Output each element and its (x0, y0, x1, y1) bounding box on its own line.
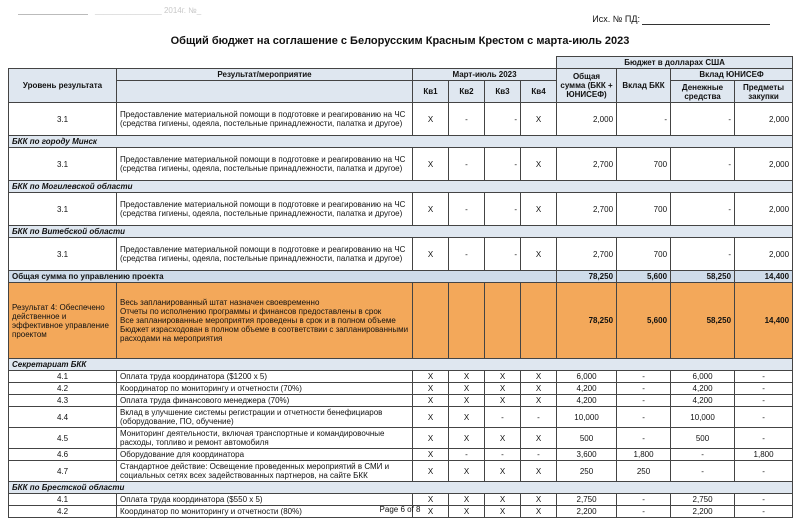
result-4-row: Результат 4: Обеспечено действенное и эффективное управление проектом Весь запланированный штат назначен своевременно Отчеты по исполнению программы и финансов предоставлены в срок Все запланированные мероприятия проведены в срок и в полном объеме Бюджет израсходован в полном объеме в соответствии с запланированными расходами на мероприятия 78,250 5,600 58,250 14,400 (9, 283, 793, 359)
section-row (9, 359, 793, 371)
q4-header: Кв4 (521, 81, 557, 103)
document-title: Общий бюджет на соглашение с Белорусским Красным Крестом с марта-июль 2023 (170, 35, 630, 47)
usd-header: Бюджет в долларах США (557, 57, 793, 69)
page-top (0, 0, 800, 30)
level-header: Уровень результата (9, 69, 117, 103)
header-row-3 (9, 81, 793, 103)
table-row: 4.6 Оборудование для координатора X - - - 3,600 1,800 - 1,800 (9, 449, 793, 461)
header-row-1 (9, 57, 793, 69)
table-row: 4.4 Вклад в улучшение системы регистрации и отчетности бенефициаров (оборудование, ПО, обучение) X X - - 10,000 - 10,000 - (9, 407, 793, 428)
activity-header: Результат/мероприятие (117, 69, 413, 81)
reference-blank (642, 24, 770, 25)
q2-header: Кв2 (449, 81, 485, 103)
unicef-header: Вклад ЮНИСЕФ (671, 69, 793, 81)
section-brest: БКК по Брестской области (9, 482, 793, 494)
reference-label: Исх. № ПД: (592, 14, 640, 24)
table-row: 4.3 Оплата труда финансового менеджера (70%) X X X X 4,200 - 4,200 - (9, 395, 793, 407)
section-row (9, 136, 793, 148)
section-row (9, 181, 793, 193)
section-mogilev: БКК по Могилевской области (9, 181, 793, 193)
section-minsk: БКК по городу Минск (9, 136, 793, 148)
table-row: 4.2 Координатор по мониторингу и отчетности (70%) X X X X 4,200 - 4,200 - (9, 383, 793, 395)
cash-header: Денежные средства (671, 81, 735, 103)
management-total-row: Общая сумма по управлению проекта 78,250 5,600 58,250 14,400 (9, 271, 793, 283)
table-row: 3.1 Предоставление материальной помощи в подготовке и реагированию на ЧС (средства гигиены, одеяла, постельные принадлежности, палатка и другое) X - - X 2,700 700 - 2,000 (9, 148, 793, 181)
ghost-text: _______________ 2014г. №_ (95, 6, 202, 15)
ref-line (18, 14, 88, 15)
period-header: Март-июль 2023 (413, 69, 557, 81)
table-row: 4.1 Оплата труда координатора ($1200 x 5) X X X X 6,000 - 6,000 - (9, 371, 793, 383)
bkk-header: Вклад БКК (617, 69, 671, 103)
header-row-2 (9, 69, 793, 81)
table-row: 3.1 Предоставление материальной помощи в подготовке и реагированию на ЧС (средства гигиены, одеяла, постельные принадлежности, палатка и другое) X - - X 2,700 700 - 2,000 (9, 193, 793, 226)
section-row (9, 226, 793, 238)
supplies-header: Предметы закупки (735, 81, 793, 103)
q3-header: Кв3 (485, 81, 521, 103)
total-header: Общая сумма (БКК + ЮНИСЕФ) (557, 69, 617, 103)
q1-header: Кв1 (413, 81, 449, 103)
table-row: 4.2 Координатор по мониторингу и отчетности (80%) X X X X 2,200 - 2,200 - (9, 506, 793, 518)
section-vitebsk: БКК по Витебской области (9, 226, 793, 238)
table-row: 3.1 Предоставление материальной помощи в подготовке и реагированию на ЧС (средства гигиены, одеяла, постельные принадлежности, палатка и другое) X - - X 2,700 700 - 2,000 (9, 238, 793, 271)
budget-table (8, 56, 793, 518)
page-number: Page 6 of 8 (379, 505, 421, 514)
table-row: 4.5 Мониторинг деятельности, включая транспортные и командировочные расходы, топливо и ремонт автомобиля X X X X 500 - 500 - (9, 428, 793, 449)
table-row: 3.1 Предоставление материальной помощи в подготовке и реагированию на ЧС (средства гигиены, одеяла, постельные принадлежности, палатка и другое) X - - X 2,000 - - 2,000 (9, 103, 793, 136)
table-row: 4.1 Оплата труда координатора ($550 x 5) X X X X 2,750 - 2,750 - (9, 494, 793, 506)
section-row (9, 482, 793, 494)
table-row: 4.7 Стандартное действие: Освещение проведенных мероприятий в СМИ и социальных сетях всех задействованных партнеров, на сайте БКК X X X X 250 250 - - (9, 461, 793, 482)
section-secretariat: Секретариат БКК (9, 359, 793, 371)
